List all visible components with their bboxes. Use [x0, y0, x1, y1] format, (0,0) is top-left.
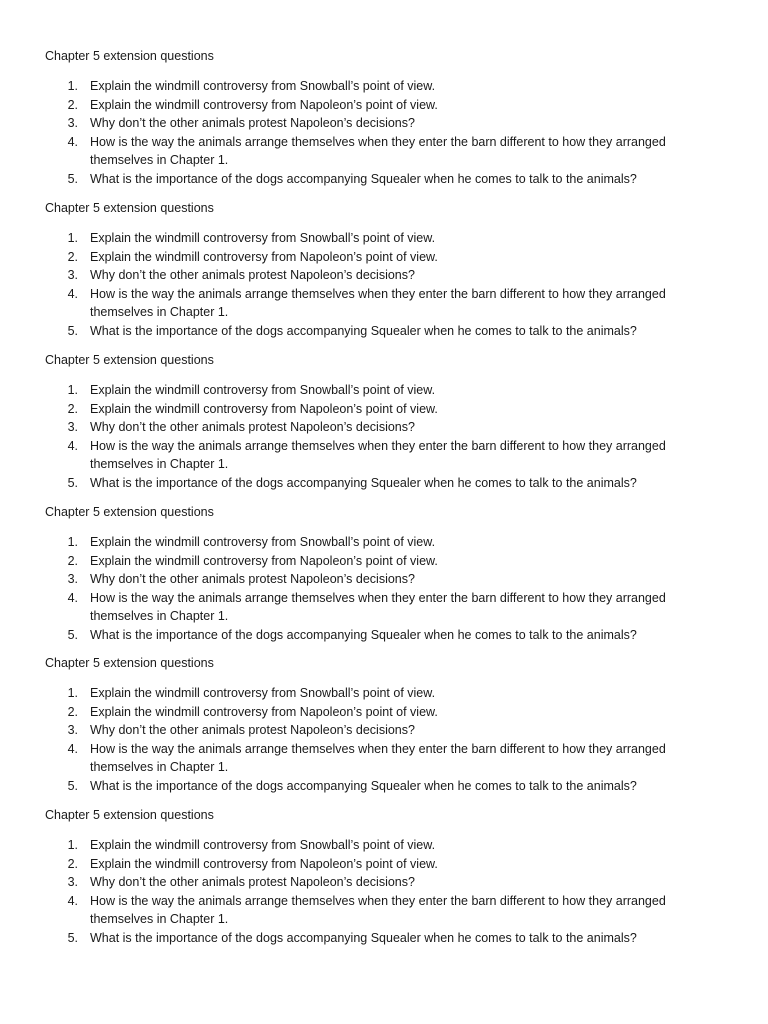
question-text: Explain the windmill controversy from Napoleon’s point of view.: [90, 856, 438, 871]
question-item: [0, 248, 768, 267]
question-text: Explain the windmill controversy from Snowball’s point of view.: [90, 383, 436, 397]
question-item: [0, 229, 768, 248]
question-text: Why don’t the other animals protest Napoleon’s decisions?: [90, 723, 415, 738]
question-item: [0, 777, 768, 796]
question-number: 4.: [67, 438, 78, 453]
section-title: Chapter 5 extension questions: [45, 353, 214, 367]
question-number: 3.: [67, 875, 78, 890]
question-text: Why don’t the other animals protest Napoleon’s decisions?: [90, 875, 415, 890]
question-number: 3.: [67, 268, 78, 283]
section-title: Chapter 5 extension questions: [45, 201, 214, 215]
question-item: [0, 114, 768, 133]
question-item: [0, 721, 768, 740]
question-text: Why don’t the other animals protest Napoleon’s decisions?: [90, 268, 415, 283]
question-item: [0, 474, 768, 493]
question-number: 5.: [67, 475, 78, 490]
question-text: What is the importance of the dogs accompanying Squealer when he comes to talk to the animals?: [90, 323, 637, 338]
question-text: Explain the windmill controversy from Napoleon’s point of view.: [90, 704, 438, 719]
question-number: 1.: [67, 838, 78, 852]
question-item: [0, 855, 768, 874]
question-text: What is the importance of the dogs accompanying Squealer when he comes to talk to the animals?: [90, 778, 637, 793]
question-item: [0, 400, 768, 419]
question-number: 2.: [67, 249, 78, 264]
question-item: [0, 589, 768, 626]
question-number: 3.: [67, 420, 78, 435]
question-item: [0, 266, 768, 285]
question-text: How is the way the animals arrange themselves when they enter the barn different to how they arranged themselves in Chapter 1.: [90, 741, 666, 775]
question-item: [0, 322, 768, 341]
question-number: 2.: [67, 97, 78, 112]
question-text: What is the importance of the dogs accompanying Squealer when he comes to talk to the animals?: [90, 171, 637, 186]
question-text: Explain the windmill controversy from Snowball’s point of view.: [90, 79, 436, 93]
question-number: 2.: [67, 704, 78, 719]
question-text: Explain the windmill controversy from Snowball’s point of view.: [90, 686, 436, 700]
question-number: 4.: [67, 134, 78, 149]
question-text: Explain the windmill controversy from Napoleon’s point of view.: [90, 553, 438, 568]
question-item: [0, 836, 768, 855]
question-text: Explain the windmill controversy from Snowball’s point of view.: [90, 535, 436, 549]
question-item: [0, 703, 768, 722]
question-text: Explain the windmill controversy from Snowball’s point of view.: [90, 231, 436, 245]
question-number: 5.: [67, 778, 78, 793]
section-title: Chapter 5 extension questions: [45, 49, 214, 63]
question-item: [0, 626, 768, 645]
question-item: [0, 684, 768, 703]
question-number: 4.: [67, 893, 78, 908]
question-item: [0, 873, 768, 892]
question-text: What is the importance of the dogs accompanying Squealer when he comes to talk to the animals?: [90, 930, 637, 945]
question-list: [0, 381, 768, 493]
question-text: How is the way the animals arrange themselves when they enter the barn different to how they arranged themselves in Chapter 1.: [90, 134, 666, 168]
question-item: [0, 740, 768, 777]
question-text: Why don’t the other animals protest Napoleon’s decisions?: [90, 116, 415, 131]
section-title: Chapter 5 extension questions: [45, 656, 214, 670]
question-list: [0, 533, 768, 645]
question-item: [0, 570, 768, 589]
question-number: 2.: [67, 553, 78, 568]
section-title: Chapter 5 extension questions: [45, 808, 214, 822]
question-number: 4.: [67, 741, 78, 756]
question-text: What is the importance of the dogs accompanying Squealer when he comes to talk to the animals?: [90, 627, 637, 642]
question-text: What is the importance of the dogs accompanying Squealer when he comes to talk to the animals?: [90, 475, 637, 490]
question-number: 2.: [67, 401, 78, 416]
question-text: How is the way the animals arrange themselves when they enter the barn different to how they arranged themselves in Chapter 1.: [90, 893, 666, 927]
question-list: [0, 229, 768, 341]
question-number: 3.: [67, 572, 78, 587]
question-text: How is the way the animals arrange themselves when they enter the barn different to how they arranged themselves in Chapter 1.: [90, 590, 666, 624]
question-text: How is the way the animals arrange themselves when they enter the barn different to how they arranged themselves in Chapter 1.: [90, 286, 666, 320]
question-text: Explain the windmill controversy from Napoleon’s point of view.: [90, 249, 438, 264]
question-number: 3.: [67, 723, 78, 738]
question-text: Explain the windmill controversy from Napoleon’s point of view.: [90, 97, 438, 112]
question-text: Why don’t the other animals protest Napoleon’s decisions?: [90, 420, 415, 435]
question-item: [0, 418, 768, 437]
question-item: [0, 552, 768, 571]
question-item: [0, 892, 768, 929]
question-list: [0, 836, 768, 948]
question-item: [0, 170, 768, 189]
question-number: 5.: [67, 323, 78, 338]
question-text: Why don’t the other animals protest Napoleon’s decisions?: [90, 572, 415, 587]
question-number: 2.: [67, 856, 78, 871]
question-item: [0, 533, 768, 552]
section-title: Chapter 5 extension questions: [45, 505, 214, 519]
question-number: 1.: [67, 383, 78, 397]
question-text: Explain the windmill controversy from Snowball’s point of view.: [90, 838, 436, 852]
question-number: 5.: [67, 930, 78, 945]
question-number: 1.: [67, 535, 78, 549]
question-number: 1.: [67, 79, 78, 93]
question-number: 1.: [67, 686, 78, 700]
question-item: [0, 77, 768, 96]
question-number: 5.: [67, 171, 78, 186]
question-number: 3.: [67, 116, 78, 131]
question-item: [0, 437, 768, 474]
question-number: 4.: [67, 286, 78, 301]
question-text: How is the way the animals arrange themselves when they enter the barn different to how they arranged themselves in Chapter 1.: [90, 438, 666, 472]
question-text: Explain the windmill controversy from Napoleon’s point of view.: [90, 401, 438, 416]
question-item: [0, 133, 768, 170]
question-item: [0, 381, 768, 400]
question-number: 4.: [67, 590, 78, 605]
question-item: [0, 285, 768, 322]
question-list: [0, 77, 768, 189]
question-item: [0, 96, 768, 115]
question-list: [0, 684, 768, 796]
question-item: [0, 929, 768, 948]
question-number: 1.: [67, 231, 78, 245]
question-number: 5.: [67, 627, 78, 642]
